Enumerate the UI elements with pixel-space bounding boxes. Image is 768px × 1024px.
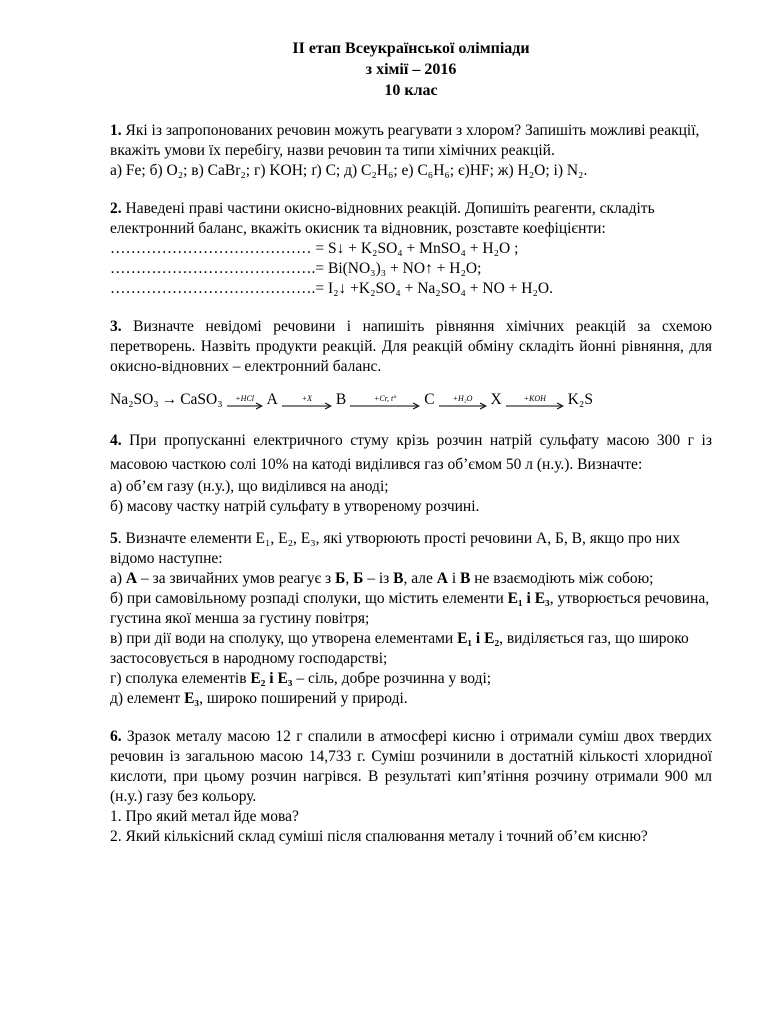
task-2-text [110,199,712,239]
scheme-substance-x: X [490,391,502,408]
scheme-substance-a: A [266,391,278,408]
scheme-substance-caso3: CaSO₃ [180,391,223,408]
substance-v-label: В [460,570,471,587]
task-6-question-1: 1. Про який метал йде мова? [110,808,299,825]
text-fragment: , утворюється речовина, густина якої менша за густину повітря; [110,590,710,627]
task-5-item-c [110,629,712,669]
text-fragment: , виділяється газ, що широко застосовується в народному господарстві; [110,630,689,667]
scheme-arrow-5-label: +KOH [523,394,546,403]
transformation-scheme [110,389,712,411]
task-5-item-d [110,669,712,689]
text-fragment: б) при самовільному розпаді сполуки, що містить елементи [110,590,508,607]
text-fragment: г) сполука елементів [110,670,251,687]
task-6-number: 6. [110,728,122,745]
scheme-arrow-4-label: +H₂O [452,394,473,403]
element-label: Е₁ і Е₃ [507,590,550,607]
element-label: Е₁ і Е₂ [457,630,500,647]
substance-v-label: В [393,570,404,587]
document-header [110,38,712,101]
scheme-substance-b: B [335,391,347,408]
task-1-question: Які із запропонованих речовин можуть реагувати з хлором? Запишіть можливі реакції, вкажіть умови їх перебігу, назви речовин та типи хімічних реакцій. [110,122,700,159]
scheme-arrow-5 [506,394,564,411]
task-2-equation-3: ………………………………….= I₂↓ +K₂SO₄ + Na₂SO₄ + NO + H₂O. [110,280,553,297]
header-line-2: з хімії – 2016 [365,61,457,78]
scheme-arrow-3-label: +Cr, t° [373,394,397,403]
task-4 [110,429,712,517]
scheme-arrow-1 [227,394,263,411]
task-4-number: 4. [110,432,122,449]
text-fragment: а) [110,570,126,587]
task-3-question: Визначте невідомі речовини і напишіть рівняння хімічних реакцій за схемою перетворень. Назвіть продукти реакцій. Для реакцій обміну складіть йонні рівняння, для окисно-відновних – електронний баланс. [110,318,712,375]
task-5-item-b [110,589,712,629]
task-1-number: 1. [110,122,122,139]
task-3 [110,317,712,411]
task-5-number: 5 [110,530,118,547]
task-5-item-a [110,569,712,589]
task-4-item-b: б) масову частку натрій сульфату в утвореному розчині. [110,498,480,515]
text-fragment: – сіль, добре розчинна у воді; [292,670,492,687]
task-6-text [110,727,712,807]
scheme-arrow-4 [439,394,487,411]
element-label: Е₃ [184,690,200,707]
scheme-arrow-1-label: +HCl [235,394,254,403]
task-5-text [110,529,712,569]
header-line-3: 10 клас [384,82,438,99]
scheme-substance-k2s: K₂S [567,391,593,408]
task-1-text [110,121,712,161]
task-2-equation-1: ………………………………… = S↓ + K₂SO₄ + MnSO₄ + H₂O ; [110,240,519,257]
text-fragment: – із [363,570,394,587]
task-6-question: Зразок металу масою 12 г спалили в атмосфері кисню і отримали суміш двох твердих речовин із загальною масою 14,733 г. Суміш розчинили в достатній кількості хлоридної кислоти, при цьому розчин нагрівся. В результаті кип’ятіння розчину отримали 900 мл (н.у.) газу без кольору. [110,728,712,805]
element-label: Е₂ і Е₃ [250,670,293,687]
task-1-options: а) Fe; б) O₂; в) CaBr₂; г) KOH; ґ) C; д) C₂H₆; е) C₆H₆; є)HF; ж) H₂O; і) N₂. [110,162,588,179]
task-4-text [110,429,712,477]
task-5 [110,529,712,709]
substance-b-label: Б [335,570,346,587]
task-4-item-a: а) об’єм газу (н.у.), що виділився на аноді; [110,478,389,495]
text-fragment: , [345,570,354,587]
task-4-question: При пропусканні електричного стуму крізь розчин натрій сульфату масою 300 г із масовою часткою солі 10% на катоді виділився газ об’ємом 50 л (н.у.). Визначте: [110,432,712,473]
substance-a-label: А [125,570,138,587]
text-fragment: д) елемент [110,690,185,707]
scheme-substance-na2so3: Na₂SO₃ [110,391,159,408]
task-3-number: 3. [110,318,122,335]
text-fragment: і [447,570,460,587]
scheme-arrow-2 [282,394,332,411]
task-6 [110,727,712,847]
scheme-substance-c: C [424,391,435,408]
substance-a-label: А [436,570,448,587]
task-5-question: . Визначте елементи Е₁, Е₂, Е₃, які утворюють прості речовини А, Б, В, якщо про них відомо наступне: [110,530,680,567]
task-5-item-e [110,689,712,709]
task-2-equation-2: ………………………………….= Bi(NO₃)₃ + NO↑ + H₂O; [110,260,482,277]
text-fragment: – за звичайних умов реагує з [137,570,336,587]
text-fragment: не взаємодіють між собою; [470,570,654,587]
task-1 [110,121,712,181]
task-6-question-2: 2. Який кількісний склад суміші після спалювання металу і точний об’єм кисню? [110,828,648,845]
text-fragment: , але [403,570,437,587]
task-2-question: Наведені праві частини окисно-відновних реакцій. Допишіть реагенти, складіть електронний баланс, вкажіть окисник та відновник, розставте коефіцієнти: [110,200,655,237]
scheme-arrow-2-label: +X [301,394,312,403]
text-fragment: , широко поширений у природі. [199,690,408,707]
scheme-arrow-3 [350,394,420,411]
task-2 [110,199,712,299]
text-fragment: в) при дії води на сполуку, що утворена елементами [110,630,458,647]
scheme-arrow-plain: → [161,391,178,408]
task-3-text [110,317,712,377]
substance-b-label: Б [353,570,364,587]
task-2-number: 2. [110,200,122,217]
header-line-1: ІІ етап Всеукраїнської олімпіади [292,40,530,57]
